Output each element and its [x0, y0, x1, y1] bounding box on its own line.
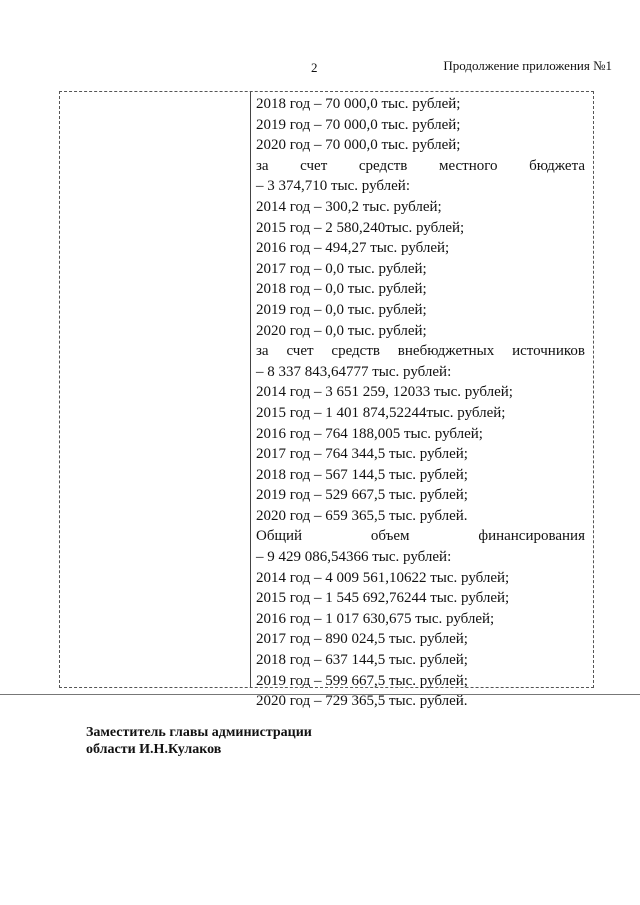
financing-line	[251, 341, 591, 362]
financing-line: 2017 год – 0,0 тыс. рублей;	[256, 260, 427, 277]
financing-line: 2015 год – 1 545 692,76244 тыс. рублей;	[256, 590, 510, 607]
financing-line: 2019 год – 599 667,5 тыс. рублей;	[256, 672, 468, 689]
financing-line-word: источников	[512, 343, 585, 360]
financing-line	[251, 156, 591, 177]
financing-line-word: за	[256, 157, 269, 174]
financing-line-word: внебюджетных	[397, 343, 495, 360]
table-bottom-rule	[0, 694, 640, 695]
financing-line: 2014 год – 4 009 561,10622 тыс. рублей;	[256, 569, 510, 586]
financing-line: – 3 374,710 тыс. рублей:	[256, 178, 410, 195]
page-number: 2	[311, 60, 318, 75]
financing-line: 2019 год – 70 000,0 тыс. рублей;	[256, 116, 461, 133]
financing-line-word: Общий	[256, 528, 303, 545]
table-left-column	[60, 92, 251, 687]
financing-line: 2018 год – 70 000,0 тыс. рублей;	[256, 96, 461, 112]
financing-line: 2016 год – 764 188,005 тыс. рублей;	[256, 425, 483, 442]
financing-line-word: средств	[358, 157, 408, 174]
signature-line-2: области И.Н.Кулаков	[86, 742, 222, 757]
financing-line: 2018 год – 567 144,5 тыс. рублей;	[256, 466, 468, 483]
financing-line: 2020 год – 729 365,5 тыс. рублей.	[256, 693, 468, 710]
financing-line: 2016 год – 494,27 тыс. рублей;	[256, 240, 450, 257]
financing-lines	[251, 94, 591, 712]
financing-line-word: средств	[331, 343, 380, 360]
financing-line: – 9 429 086,54366 тыс. рублей:	[256, 549, 452, 566]
financing-line	[251, 526, 591, 547]
financing-line-word: финансирования	[478, 528, 585, 545]
signature-block	[86, 724, 312, 758]
financing-line-word: счет	[286, 343, 314, 360]
financing-line: 2014 год – 3 651 259, 12033 тыс. рублей;	[256, 384, 513, 401]
financing-line: 2015 год – 1 401 874,52244тыс. рублей;	[256, 404, 506, 421]
continuation-header: Продолжение приложения №1	[443, 58, 612, 73]
financing-line-word: за	[256, 343, 269, 360]
financing-line-word: счет	[300, 157, 328, 174]
financing-line-word: местного	[438, 157, 498, 174]
financing-line-word: объем	[370, 528, 410, 545]
financing-table	[59, 91, 594, 710]
financing-line: 2020 год – 70 000,0 тыс. рублей;	[256, 137, 461, 154]
financing-line: 2017 год – 764 344,5 тыс. рублей;	[256, 446, 468, 463]
financing-line: 2014 год – 300,2 тыс. рублей;	[256, 198, 442, 215]
financing-line: 2017 год – 890 024,5 тыс. рублей;	[256, 631, 468, 648]
financing-line: 2015 год – 2 580,240тыс. рублей;	[256, 219, 465, 236]
financing-line: 2018 год – 637 144,5 тыс. рублей;	[256, 652, 468, 669]
financing-line: 2020 год – 659 365,5 тыс. рублей.	[256, 507, 468, 524]
financing-line-word: бюджета	[529, 157, 585, 174]
signature-line-1: Заместитель главы администрации	[86, 725, 312, 740]
financing-line: 2016 год – 1 017 630,675 тыс. рублей;	[256, 610, 495, 627]
financing-line: 2019 год – 0,0 тыс. рублей;	[256, 301, 427, 318]
financing-line: 2020 год – 0,0 тыс. рублей;	[256, 322, 427, 339]
financing-line: – 8 337 843,64777 тыс. рублей:	[256, 363, 452, 380]
financing-line: 2018 год – 0,0 тыс. рублей;	[256, 281, 427, 298]
financing-line: 2019 год – 529 667,5 тыс. рублей;	[256, 487, 468, 504]
